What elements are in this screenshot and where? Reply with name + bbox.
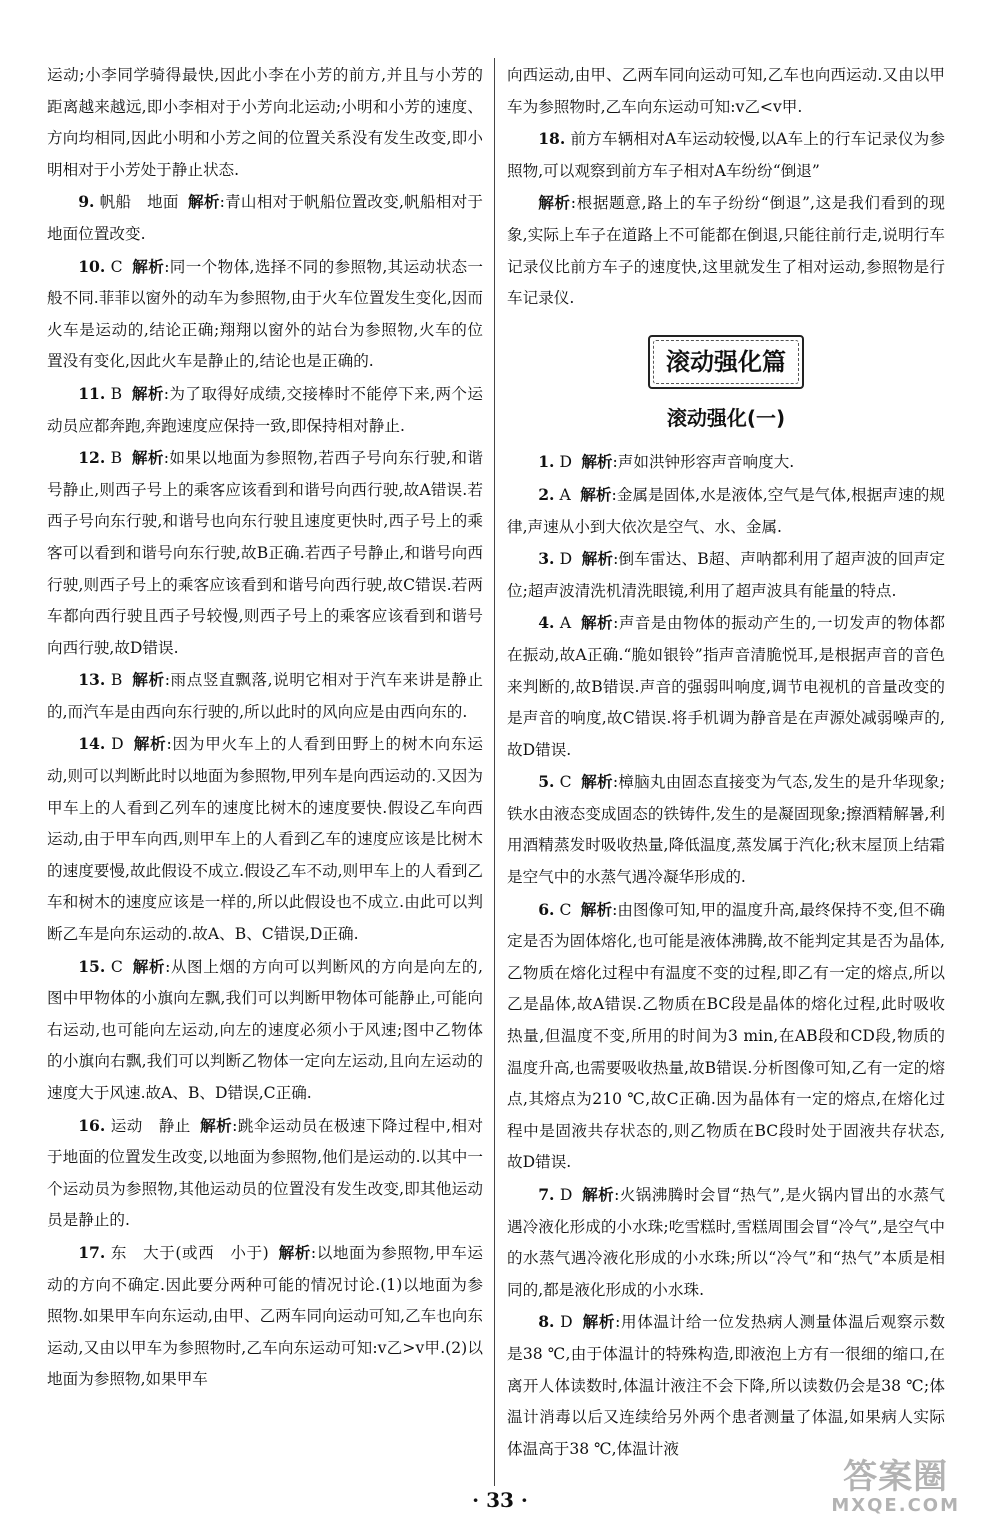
item-number: 7.	[538, 1185, 555, 1204]
item-number: 16.	[78, 1115, 106, 1135]
explanation-label: 解析	[131, 670, 165, 690]
section-banner: 滚动强化篇	[648, 335, 804, 389]
item-answer: D	[111, 735, 124, 754]
paragraph: 运动;小李同学骑得最快,因此小李在小芳的前方,并且与小芳的距离越来越远,即小李相对于小芳向北运动;小明和小芳的速度、方向均相同,因此小明和小芳之间的位置关系没有发生改变,即小明相对于小芳处于静止状态.	[47, 66, 483, 179]
answer-item-r5	[507, 766, 945, 893]
explanation-label: 解析	[132, 734, 167, 754]
item-number: 14.	[78, 734, 106, 754]
explanation-text: :火锅沸腾时会冒“热气”,是火锅内冒出的水蒸气遇冷液化形成的小水珠;吃雪糕时,雪糕周围会冒“冷气”,是空气中的水蒸气遇冷液化形成的小水珠;所以“冷气”和“热气”本质是相同的,都是液化形成的小水珠.	[507, 1186, 945, 1299]
explanation-text: :为了取得好成绩,交接棒时不能停下来,两个运动员应都奔跑,奔跑速度应保持一致,即保持相对静止.	[47, 384, 483, 435]
item-number: 17.	[78, 1242, 106, 1262]
item-answer: B	[110, 671, 123, 690]
item-answer: 帆船 地面	[99, 193, 179, 212]
item-answer: D	[559, 1186, 573, 1204]
item-number: 2.	[538, 484, 555, 504]
explanation-text: :用体温计给一位发热病人测量体温后观察示数是38 ℃,由于体温计的特殊构造,即液泡上方有一很细的缩口,在离开人体读数时,体温计液注不会下降,所以读数仍会是38 ℃;体温计消毒以后又连续给另外两个患者测量了体温,如果病人实际体温高于38 ℃,体温计液	[507, 1313, 945, 1458]
explanation-text: :因为甲火车上的人看到田野上的树木向东运动,则可以判断此时以地面为参照物,甲列车是向西运动的.又因为甲车上的人看到乙列车的速度比树木的速度要快.假设乙车向西运动,由于甲车向西,则甲车上的人看到乙车的速度应该是比树木的速度要慢,故此假设不成立.假设乙车不动,则甲车上的人看到乙车和树木的速度应该是一样的,所以此假设也不成立.由此可以判断乙车是向东运动的.故A、B、C错误,D正确.	[47, 735, 483, 944]
explanation-text: :青山相对于帆船位置改变,帆船相对于地面位置改变.	[47, 193, 483, 243]
answer-item-r8	[507, 1306, 945, 1465]
paragraph: 向西运动,由甲、乙两车同向运动可知,乙车也向西运动.又由以甲车为参照物时,乙车向东运动可知:v乙<v甲.	[507, 66, 945, 116]
item-number: 18.	[538, 129, 566, 149]
item-answer: C	[110, 257, 123, 276]
explanation-label: 解析	[581, 549, 614, 569]
answer-item-r7	[507, 1179, 945, 1306]
explanation-label: 解析	[581, 452, 613, 472]
explanation-label: 解析	[131, 256, 165, 276]
explanation-text: :雨点竖直飘落,说明它相对于汽车来讲是静止的,而汽车是由西向东行驶的,所以此时的风向应是由西向东的.	[47, 671, 483, 721]
item-number: 4.	[538, 613, 555, 633]
answer-item-r2	[507, 479, 945, 543]
answer-item-r4	[507, 607, 945, 766]
explanation-label: 解析	[581, 1185, 615, 1204]
explanation-label: 解析	[580, 899, 613, 919]
answer-item-16	[47, 1110, 483, 1237]
item-number: 11.	[78, 383, 106, 403]
answer-item-r1	[507, 446, 945, 479]
explanation-label: 解析	[131, 383, 164, 403]
item-number: 9.	[78, 192, 95, 212]
item-answer: 运动 静止	[110, 1116, 191, 1135]
left-column	[47, 60, 483, 1396]
item-answer: D	[559, 550, 573, 569]
item-number: 1.	[538, 452, 555, 472]
explanation-text: :樟脑丸由固态直接变为气态,发生的是升华现象;铁水由液态变成固态的铁铸件,发生的是凝固现象;擦酒精解暑,利用酒精蒸发时吸收热量,降低温度,蒸发属于汽化;秋末屋顶上结霜是空气中的水蒸气遇冷凝华形成的.	[507, 773, 945, 887]
item-answer: B	[110, 384, 123, 403]
explanation-label: 解析	[132, 956, 166, 976]
explanation-label: 解析	[278, 1242, 311, 1262]
item-number: 12.	[78, 448, 106, 468]
explanation-label: 解析	[580, 613, 614, 633]
explanation-text: :金属是固体,水是液体,空气是气体,根据声速的规律,声速从小到大依次是空气、水、金属.	[507, 485, 945, 536]
item-answer: C	[110, 957, 123, 976]
explanation-text: :声如洪钟形容声音响度大.	[612, 453, 795, 472]
explanation-label: 解析	[188, 192, 220, 212]
item-answer: A	[559, 485, 571, 504]
explanation-label: 解析	[580, 772, 613, 792]
explanation-text: :以地面为参照物,甲车运动的方向不确定.因此要分两种可能的情况讨论.(1)以地面为参照物.如果甲车向东运动,由甲、乙两车同向运动可知,乙车也向东运动,又由以甲车为参照物时,乙车向东运动可知:v乙>v甲.(2)以地面为参照物,如果甲车	[47, 1243, 483, 1389]
item-answer: 前方车辆相对A车运动较慢,以A车上的行车记录仪为参照物,可以观察到前方车子相对A车纷纷“倒退”	[507, 130, 945, 180]
explanation-text: :倒车雷达、B超、声呐都利用了超声波的回声定位;超声波清洗机清洗眼镜,利用了超声波具有能量的特点.	[507, 550, 945, 600]
explanation-text: :如果以地面为参照物,若西子号向东行驶,和谐号静止,则西子号上的乘客应该看到和谐号向西行驶,故A错误.若西子号向东行驶,和谐号也向东行驶且速度更快时,西子号上的乘客可以看到和谐号向东行驶,故B正确.若西子号静止,和谐号向西行驶,则西子号上的乘客应该看到和谐号向西行驶,故C错误.若两车都向西行驶且西子号较慢,则西子号上的乘客应该看到和谐号向西行驶,故D错误.	[47, 449, 483, 657]
item-number: 6.	[538, 899, 555, 919]
answer-item-9	[47, 186, 483, 250]
watermark-text-cn: 答案圈	[843, 1457, 949, 1497]
item-number: 10.	[78, 256, 106, 276]
answer-item-14	[47, 728, 483, 950]
explanation-label: 解析	[580, 484, 612, 504]
item-answer: D	[559, 453, 572, 472]
explanation-label: 解析	[538, 193, 571, 213]
explanation-label: 解析	[581, 1312, 616, 1332]
column-divider	[494, 58, 495, 1486]
answer-item-r3	[507, 543, 945, 607]
item-answer: C	[559, 773, 572, 792]
explanation-label: 解析	[131, 448, 164, 468]
answer-item-15	[47, 951, 483, 1110]
item-number: 3.	[538, 549, 555, 569]
answer-item-18-explanation	[507, 187, 945, 314]
item-number: 13.	[78, 670, 106, 690]
section-banner-wrap	[507, 335, 945, 389]
answer-item-13	[47, 664, 483, 728]
item-answer: A	[559, 614, 572, 633]
answer-item-11	[47, 378, 483, 442]
item-answer: D	[560, 1313, 573, 1332]
explanation-text: :从图上烟的方向可以判断风的方向是向左的,图中甲物体的小旗向左飘,我们可以判断甲物体可能静止,可能向右运动,也可能向左运动,向左的速度必须小于风速;图中乙物体的小旗向右飘,我们可以判断乙物体一定向左运动,且向左运动的速度大于风速.故A、B、D错误,C正确.	[47, 957, 483, 1102]
watermark-text-url: MXQE.COM	[831, 1495, 960, 1516]
item-number: 8.	[538, 1312, 555, 1332]
right-column	[507, 60, 945, 1465]
section-subtitle: 滚动强化(一)	[666, 405, 786, 430]
item-number: 15.	[78, 956, 106, 976]
item-number: 5.	[538, 772, 555, 792]
item-answer: 东 大于(或西 小于)	[110, 1243, 269, 1262]
answer-item-18	[507, 123, 945, 187]
answer-item-12	[47, 442, 483, 664]
item-answer: B	[110, 449, 123, 468]
answer-item-10	[47, 251, 483, 378]
explanation-label: 解析	[200, 1115, 233, 1135]
answer-item-17	[47, 1237, 483, 1396]
explanation-text: :声音是由物体的振动产生的,一切发声的物体都在振动,故A正确.“脆如银铃”指声音清脆悦耳,是根据声音的音色来判断的,故B错误.声音的强弱叫响度,调节电视机的音量改变的是声音的响度,故C错误.将手机调为静音是在声源处减弱噪声的,故D错误.	[507, 614, 945, 759]
explanation-text: :同一个物体,选择不同的参照物,其运动状态一般不同.菲菲以窗外的动车为参照物,由于火车位置发生变化,因而火车是运动的,结论正确;翔翔以窗外的站台为参照物,火车的位置没有变化,因此火车是静止的,结论也是正确的.	[47, 257, 483, 371]
page-number: · 33 ·	[472, 1488, 528, 1512]
explanation-text: :跳伞运动员在极速下降过程中,相对于地面的位置发生改变,以地面为参照物,他们是运动的.以其中一个运动员为参照物,其他运动员的位置没有发生改变,即其他运动员是静止的.	[47, 1116, 483, 1230]
answer-item-r6	[507, 894, 945, 1179]
explanation-text: :根据题意,路上的车子纷纷“倒退”,这是我们看到的现象,实际上车子在道路上不可能都在倒退,只能往前行走,说明行车记录仪比前方车子的速度快,这里就发生了相对运动,参照物是行车记录仪.	[507, 194, 945, 308]
explanation-text: :由图像可知,甲的温度升高,最终保持不变,但不确定是否为固体熔化,也可能是液体沸腾,故不能判定其是否为晶体,乙物质在熔化过程中有温度不变的过程,即乙有一定的熔点,所以乙是晶体,故A错误.乙物质在BC段是晶体的熔化过程,此时吸收热量,但温度不变,所用的时间为3 min,在AB段和CD段,物质的温度升高,也需要吸收热量,故B错误.分析图像可知,乙有一定的熔点,其熔点为210 ℃,故C正确.因为晶体有一定的熔点,在熔化过程中是固液共存状态的,则乙物质在BC段时处于固液共存状态,故D错误.	[507, 900, 945, 1172]
watermark-logo	[831, 1459, 960, 1517]
item-answer: C	[559, 900, 572, 919]
